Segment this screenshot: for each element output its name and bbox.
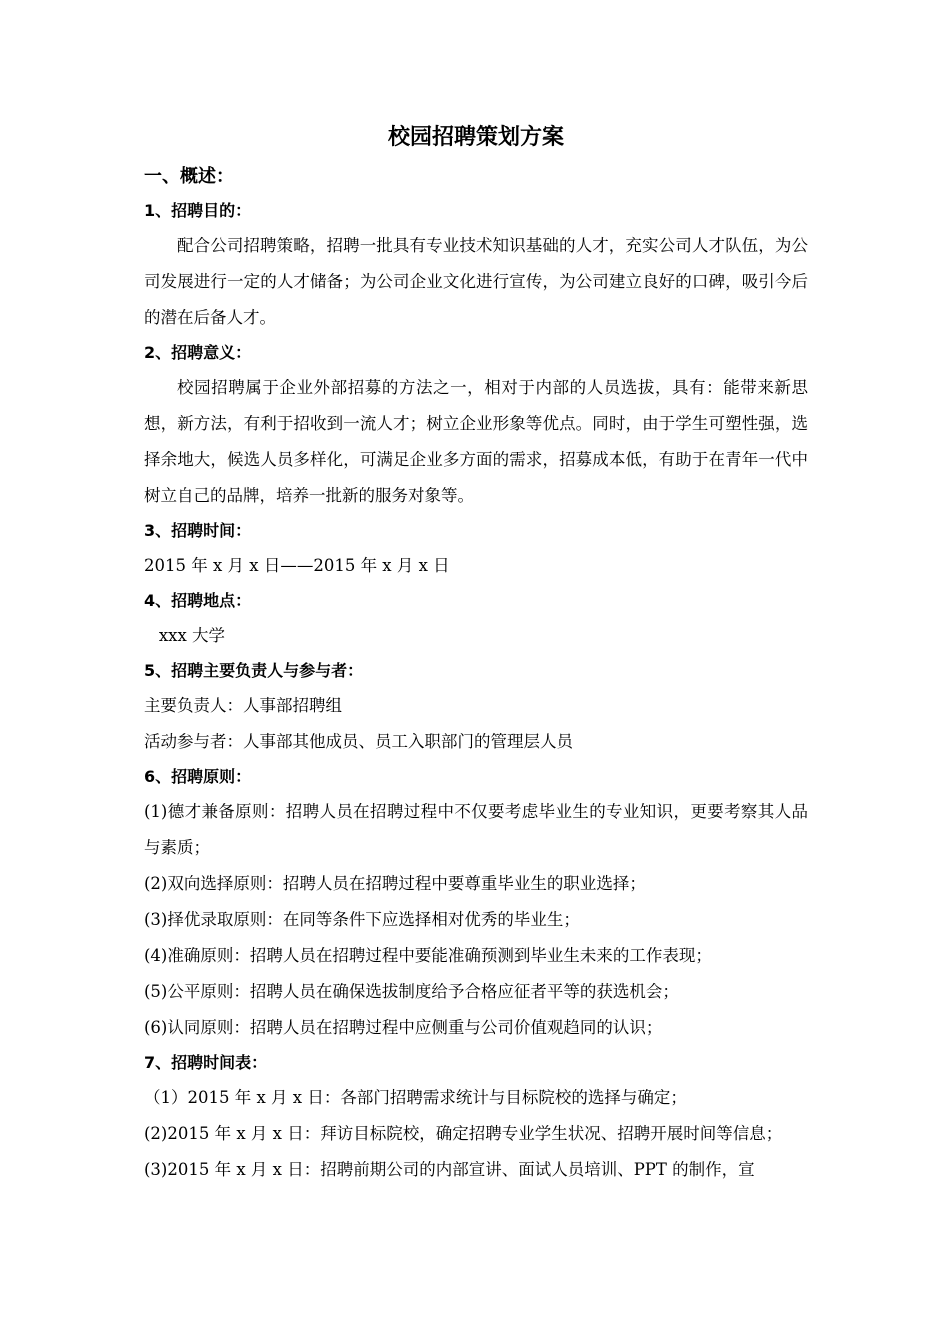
principle-item: (4)准确原则：招聘人员在招聘过程中要能准确预测到毕业生未来的工作表现； xyxy=(144,946,712,965)
significance-body: 校园招聘属于企业外部招募的方法之一，相对于内部的人员选拔，具有：能带来新思想，新方法，有利于招收到一流人才；树立企业形象等优点。同时，由于学生可塑性强，选择余地大，候选人员多样化，可满足企业多方面的需求，招募成本低，有助于在青年一代中树立自己的品牌，培养一批新的服务对象等。 xyxy=(144,378,808,505)
time-heading: 3、招聘时间： xyxy=(144,521,252,540)
principle-item: (1)德才兼备原则：招聘人员在招聘过程中不仅要考虑毕业生的专业知识，更要考察其人品与素质； xyxy=(144,802,808,857)
schedule-item: (3)2015 年 x 月 x 日：招聘前期公司的内部宣讲、面试人员培训、PPT 的制作，宣 xyxy=(144,1160,755,1179)
principle-item: (2)双向选择原则：招聘人员在招聘过程中要尊重毕业生的职业选择； xyxy=(144,874,646,893)
staff-heading: 5、招聘主要负责人与参与者： xyxy=(144,661,364,680)
document-title: 校园招聘策划方案 xyxy=(387,125,564,150)
section-overview-heading: 一、概述： xyxy=(144,166,234,187)
principles-heading: 6、招聘原则： xyxy=(144,767,252,786)
principle-item: (5)公平原则：招聘人员在确保选拔制度给予合格应征者平等的获选机会； xyxy=(144,982,679,1001)
time-body: 2015 年 x 月 x 日——2015 年 x 月 x 日 xyxy=(144,556,450,575)
purpose-body: 配合公司招聘策略，招聘一批具有专业技术知识基础的人才，充实公司人才队伍，为公司发展进行一定的人才储备；为公司企业文化进行宣传，为公司建立良好的口碑，吸引今后的潜在后备人才。 xyxy=(144,236,808,327)
location-heading: 4、招聘地点： xyxy=(144,591,252,610)
purpose-heading: 1、招聘目的： xyxy=(144,201,252,220)
schedule-item: （1）2015 年 x 月 x 日：各部门招聘需求统计与目标院校的选择与确定； xyxy=(144,1088,687,1107)
significance-heading: 2、招聘意义： xyxy=(144,343,252,362)
schedule-item: (2)2015 年 x 月 x 日：拜访目标院校，确定招聘专业学生状况、招聘开展时间等信息； xyxy=(144,1124,783,1143)
staff-lead: 主要负责人：人事部招聘组 xyxy=(144,696,342,715)
principle-item: (6)认同原则：招聘人员在招聘过程中应侧重与公司价值观趋同的认识； xyxy=(144,1018,663,1037)
location-body: xxx 大学 xyxy=(158,626,226,645)
principle-item: (3)择优录取原则：在同等条件下应选择相对优秀的毕业生； xyxy=(144,910,580,929)
staff-participants: 活动参与者：人事部其他成员、员工入职部门的管理层人员 xyxy=(144,732,573,751)
schedule-heading: 7、招聘时间表： xyxy=(144,1053,268,1072)
